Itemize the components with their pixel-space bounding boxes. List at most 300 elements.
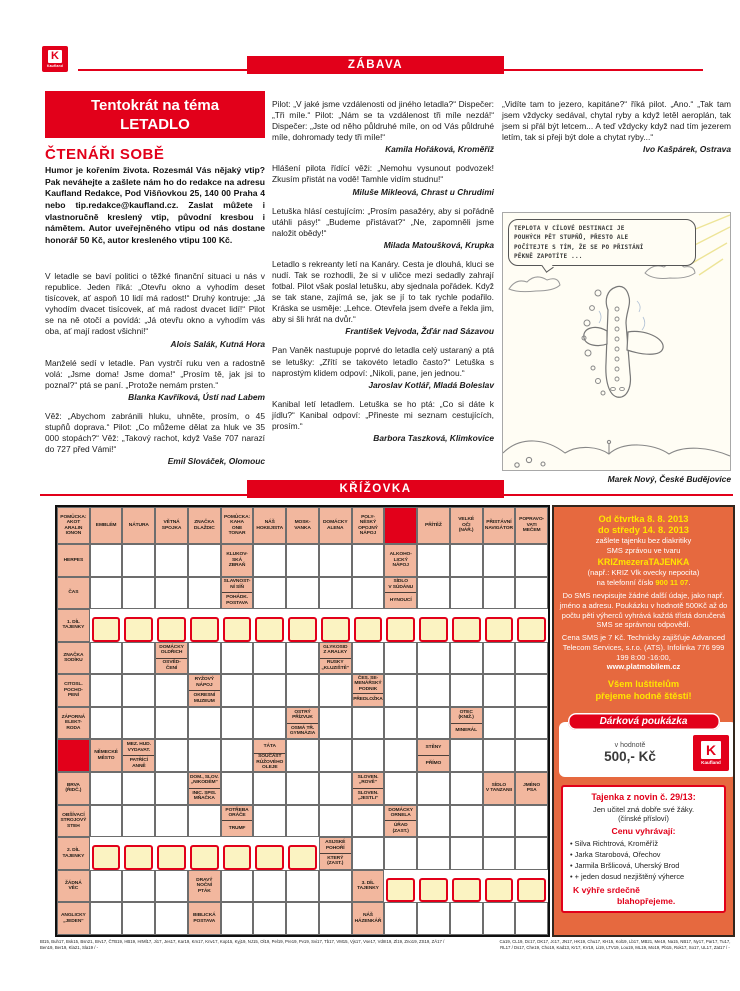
- crossword-clue-cell: [253, 739, 286, 772]
- clue-line: HYNOUCÍ: [389, 598, 412, 604]
- crossword-clue-cell: [122, 507, 155, 544]
- joke-author: Emil Slováček, Olomouc: [167, 456, 265, 467]
- clue-part: [451, 723, 482, 739]
- crossword-empty-cell: [384, 642, 417, 675]
- crossword-empty-cell: [122, 674, 155, 707]
- clue-line: JMÉNO: [523, 782, 541, 788]
- clue-line: PODNIK: [358, 686, 378, 692]
- crossword-tajenka-cell: [255, 845, 284, 870]
- crossword-empty-cell: [155, 544, 188, 577]
- clue-line: ČENÍ: [165, 665, 178, 671]
- clue-part: [418, 755, 449, 771]
- clue-part: [123, 755, 154, 771]
- joke-author: Blanka Kavříková, Ústí nad Labem: [128, 391, 265, 402]
- clue-line: SOUČÁST: [258, 754, 282, 760]
- crossword-empty-cell: [515, 642, 548, 675]
- clue-line: DOMÁCKY: [388, 807, 413, 813]
- crossword-tajenka-cell: [485, 617, 514, 642]
- clue-line: MEZ. HUD.: [126, 742, 151, 748]
- crossword-empty-cell: [450, 805, 483, 838]
- clue-line: KLUKOV-: [226, 552, 248, 558]
- crossword-clue-cell: [417, 507, 450, 544]
- joke: [272, 345, 494, 389]
- clue-line: NÁPOJ: [196, 682, 213, 688]
- clue-part: [189, 871, 220, 902]
- clue-line: NOČNÍ: [196, 883, 212, 889]
- crossword-empty-cell: [483, 707, 516, 740]
- clue-part: [222, 545, 253, 576]
- crossword-empty-cell: [155, 805, 188, 838]
- crossword-empty-cell: [384, 902, 417, 935]
- clue-line: ŽÁDNÁ: [65, 880, 82, 886]
- clue-line: TRUMF: [228, 826, 246, 832]
- crossword-empty-cell: [122, 902, 155, 935]
- clue-line: VYDAVAT.: [127, 747, 150, 753]
- crossword-tajenka-cell: [92, 845, 121, 870]
- crossword-empty-cell: [253, 772, 286, 805]
- crossword-empty-cell: [286, 772, 319, 805]
- joke-author: František Vejvoda, Žďár nad Sázavou: [345, 326, 494, 337]
- clue-line: „NIKODÉM“: [190, 780, 218, 786]
- clue-line: ČES. SE-: [357, 675, 379, 681]
- clue-line: IONON: [65, 530, 82, 536]
- crossword-empty-cell: [515, 837, 548, 870]
- clue-line: PŘÍTĚŽ: [425, 522, 442, 528]
- legend-left: Bt15, Buh17, Bsk15, Bsn21, Brv17, ČTB19, HB19, HrMl17, Ji17, Jes17, Kar19, Km17, Knv17, Kop15, Kyj19, NJ15, Ol19, Pel19, Pre19, Pv19, Svi17, Tb17, VM15, Vjs17, Vse17, VdIII19, Zl19, Zno19, ZS19, ZÁ17 / Ben19, Ber19, Kla21, Sla19 / -: [40, 939, 445, 950]
- crossword-empty-cell: [221, 902, 254, 935]
- crossword-tajenka-cell: [288, 617, 317, 642]
- clue-line: MŇAČKA: [193, 796, 215, 802]
- clue-line: PTÁK: [197, 888, 211, 894]
- joke-author: Kamila Hořáková, Kroměříž: [385, 144, 494, 155]
- clue-part: [58, 903, 89, 934]
- crossword-empty-cell: [352, 544, 385, 577]
- clue-part: [320, 838, 351, 853]
- crossword-empty-cell: [286, 544, 319, 577]
- cartoon-bubble-line: TEPLOTA V CÍLOVÉ DESTINACI JE: [514, 225, 625, 232]
- crossword-clue-cell: [188, 870, 221, 903]
- sms-line-2: SMS zprávou ve tvaru: [606, 546, 681, 556]
- clue-line: MINERÁL: [455, 728, 477, 734]
- clue-line: HERPES: [63, 557, 84, 563]
- clue-line: ÚŘAD: [393, 823, 408, 829]
- crossword-empty-cell: [483, 674, 516, 707]
- crossword-empty-cell: [319, 707, 352, 740]
- clue-line: MOSK-: [294, 520, 311, 526]
- crossword-empty-cell: [122, 805, 155, 838]
- crossword-empty-cell: [122, 544, 155, 577]
- clue-line: OTEC: [459, 709, 473, 715]
- clue-part: [156, 643, 187, 658]
- kaufland-logo-k-icon: K: [701, 741, 721, 759]
- crossword-empty-cell: [450, 642, 483, 675]
- sms-code: KRIZmezeraTAJENKA: [597, 557, 690, 568]
- clue-line: OSTRÝ: [294, 709, 311, 715]
- clue-line: PŘÍZVUK: [292, 715, 313, 721]
- clue-line: POCHO-: [63, 687, 83, 693]
- clue-part: [353, 788, 384, 804]
- crossword-empty-cell: [155, 674, 188, 707]
- kaufland-logo-k-icon: K: [48, 50, 62, 63]
- joke: [502, 99, 731, 154]
- clue-line: ZNAČKA: [63, 652, 84, 658]
- cartoon-bubble-line: POUHÝCH PĚT STUPŇŮ, PŘESTO ALE: [514, 234, 629, 242]
- crossword-clue-cell: [221, 544, 254, 577]
- clue-line: LICKÝ: [393, 557, 408, 563]
- crossword-empty-cell: [352, 577, 385, 610]
- clue-line: NÁPOJ: [359, 530, 377, 536]
- clue-line: TONAR: [228, 530, 246, 536]
- crossword-empty-cell: [122, 870, 155, 903]
- crossword-empty-cell: [319, 772, 352, 805]
- clue-line: BIBLICKÁ: [193, 913, 216, 919]
- clue-part: [516, 773, 547, 804]
- crossword-empty-cell: [515, 739, 548, 772]
- crossword-empty-cell: [221, 674, 254, 707]
- clue-part: [189, 788, 220, 804]
- joke-text: Kanibal letí letadlem. Letuška se ho ptá: „Co si dáte k jídlu?“ Kanibal odpoví: „Přineste mi seznam cestujících, prosím.“: [272, 398, 494, 431]
- clue-line: CITOSL.: [64, 682, 83, 688]
- crossword-empty-cell: [515, 902, 548, 935]
- crossword-empty-cell: [90, 707, 123, 740]
- clue-line: (ŘIDČ.): [65, 788, 82, 794]
- clue-part: [222, 820, 253, 836]
- clue-part: [123, 740, 154, 755]
- crossword-clue-cell: [57, 642, 90, 675]
- col-right-jokes: [502, 99, 731, 154]
- crossword-empty-cell: [286, 577, 319, 610]
- joke-text: Pan Vaněk nastupuje poprvé do letadla celý ustaraný a ptá se letušky: „Zřítí se takovéto letadlo často?“ Letuška s naprostým klidem odpoví: „Nikoli, pane, jen jednou.“: [272, 345, 494, 378]
- theme-line-1: Tentokrát na téma: [90, 96, 220, 114]
- clue-line: ZBRAŇ: [228, 563, 246, 569]
- crossword-empty-cell: [253, 805, 286, 838]
- crossword-empty-cell: [319, 739, 352, 772]
- clue-part: [123, 508, 154, 543]
- readers-intro: Humor je kořením života. Rozesmál Vás nějaký vtip? Pak neváhejte a zašlete nám ho do redakce na adresu Kaufland Redakce, Pod Višňovkou 25, 140 00 Praha 4 nebo tip.redakce@kaufland.cz. Zaslat můžete i vlastnoručně kreslený vtip, původní kresbou i námětem. Autor uveřejněného vtipu od nás dostane honorář 50 Kč, autor kresleného vtipu 100 Kč.: [45, 165, 265, 246]
- winner-item: • Silva Richtrová, Kroměříž: [570, 838, 659, 848]
- crossword-empty-cell: [90, 674, 123, 707]
- clue-line: NÁŠ: [264, 520, 275, 526]
- clue-line: POSTAVA: [226, 600, 248, 606]
- clue-part: [58, 871, 89, 902]
- joke-author: Barbora Taszková, Klimkovice: [373, 432, 494, 443]
- crossword-tajenka-cell: [517, 878, 546, 903]
- clue-part: [385, 806, 416, 821]
- clue-line: 3. DÍL: [361, 880, 375, 886]
- crossword-grid: [55, 505, 550, 937]
- clue-line: ELEKT-: [64, 720, 82, 726]
- clue-line: ALKOHO-: [389, 552, 412, 558]
- crossword-clue-cell: [384, 577, 417, 610]
- clue-part: [451, 708, 482, 723]
- sms-rules: Do SMS nevpisujte žádné další údaje, jako např. jméno a adresu. Poukázku v hodnotě 500Kč až do počtu pěti výherců vyhrává každá třístá doručená SMS se správnou odpovědí.: [559, 591, 728, 630]
- clue-line: VĚC: [68, 886, 79, 892]
- clue-part: [254, 740, 285, 752]
- crossword-empty-cell: [122, 577, 155, 610]
- crossword-tajenka-cell: [452, 617, 481, 642]
- crossword-empty-cell: [253, 577, 286, 610]
- crossword-empty-cell: [155, 772, 188, 805]
- voucher: [559, 713, 728, 777]
- clue-line: PŘEDLOŽKA: [353, 697, 383, 703]
- clue-part: [484, 508, 515, 543]
- crossword-empty-cell: [417, 674, 450, 707]
- crossword-clue-cell: [352, 507, 385, 544]
- sms-line-1: zašlete tajenku bez diakritiky: [595, 536, 692, 546]
- clue-part: [385, 578, 416, 593]
- crossword-empty-cell: [417, 902, 450, 935]
- clue-line: VELKÉ: [458, 517, 475, 523]
- crossword-empty-cell: [253, 642, 286, 675]
- clue-line: TAJENKY: [357, 886, 379, 892]
- clue-line: KAHA: [230, 520, 244, 526]
- clue-part: [58, 708, 89, 739]
- sms-example: (např.: KRIZ Vlk ovecky nepocita): [587, 568, 700, 578]
- clue-part: [320, 508, 351, 543]
- clue-line: MĚSTO: [97, 755, 115, 761]
- crossword-clue-cell: [188, 772, 221, 805]
- legend-right: Ca19, CL19, Dc17, DK17, Jc17, JN17, HK19, Chu17, KH15, Kol19, Lb17, MB21, Me19, Na15, NB17, Ny17, Par17, Tu17, RL17 / Ds17, Che19, Cho19, Kad13, Kr17, KV19, Li19, LTV19, Lou19, ML19, Mo19, Pb15, Rok17, So17, UL17, Zat17 / -: [499, 939, 731, 950]
- clue-line: RUSKY: [326, 660, 344, 666]
- clue-part: [254, 508, 285, 543]
- clue-line: MUZEUM: [193, 698, 215, 704]
- crossword-empty-cell: [450, 837, 483, 870]
- clue-line: NĚMECKÉ: [94, 750, 118, 756]
- clue-line: VANKA: [294, 525, 311, 531]
- clue-line: NAVIGÁTOR: [484, 525, 513, 531]
- crossword-tajenka-cell: [157, 845, 186, 870]
- crossword-empty-cell: [450, 544, 483, 577]
- sms-provider: Cena SMS je 7 Kč. Technicky zajišťuje Advanced Telecom Services, s.r.o. (ATS). Infolinka 776 999 199 8:00 -16:00,: [561, 633, 726, 662]
- crossword-clue-cell: [286, 507, 319, 544]
- sms-date-from: Od čtvrtka 8. 8. 2013: [598, 514, 689, 524]
- clue-line: DLAŽDIC: [193, 525, 215, 531]
- crossword-empty-cell: [352, 707, 385, 740]
- crossword-clue-cell: [188, 902, 221, 935]
- crossword-tajenka-cell: [190, 617, 219, 642]
- clue-line: MENÁŘSKÝ: [354, 681, 382, 687]
- clue-part: [418, 740, 449, 755]
- joke: [272, 163, 494, 196]
- clue-part: [58, 806, 89, 837]
- crossword-empty-cell: [188, 642, 221, 675]
- clue-line: DRAVÝ: [196, 877, 213, 883]
- crossword-empty-cell: [155, 707, 188, 740]
- clue-part: [287, 708, 318, 723]
- crossword-empty-cell: [253, 674, 286, 707]
- winners-list: [567, 838, 720, 882]
- clue-part: [451, 508, 482, 543]
- joke: [45, 271, 265, 349]
- clue-line: EMBLÉM: [95, 522, 117, 528]
- crossword-empty-cell: [319, 902, 352, 935]
- clue-line: POLY-: [361, 514, 375, 520]
- crossword-tajenka-cell: [321, 617, 350, 642]
- crossword-clue-cell: [450, 507, 483, 544]
- clue-line: V TANZANII: [485, 788, 512, 794]
- crossword-clue-cell: [221, 577, 254, 610]
- clue-part: [320, 658, 351, 674]
- clue-part: [189, 690, 220, 706]
- crossword-empty-cell: [483, 642, 516, 675]
- crossword-empty-cell: [221, 707, 254, 740]
- joke-text: Letuška hlásí cestujícím: „Prosím pasažéry, aby si pořádně utáhli pásy!“ „Budeme přistávat?“ „Ne, zapomněli jsme naložit obědy!“: [272, 205, 494, 238]
- joke-author: Miluše Mikleová, Chrast u Chrudimi: [352, 186, 494, 197]
- section-title-zabava: ZÁBAVA: [247, 56, 504, 74]
- joke-text: Věž: „Abychom zabránili hluku, uhněte, prosím, o 45 stupňů doprava.“ Pilot: „Co můžeme dělat za hluk ve 35 000 stopách?“ Věž: „Takový rachot, když Vaše 707 narazí do 727 před Vámi!“: [45, 410, 265, 455]
- crossword-empty-cell: [155, 577, 188, 610]
- crossword-clue-cell: [221, 507, 254, 544]
- crossword-clue-cell: [155, 507, 188, 544]
- crossword-tajenka-cell: [386, 617, 415, 642]
- clue-line: OKRESNÍ: [193, 693, 216, 699]
- crossword-empty-cell: [155, 870, 188, 903]
- crossword-empty-cell: [483, 837, 516, 870]
- crossword-empty-cell: [384, 772, 417, 805]
- clue-part: [353, 508, 384, 543]
- clue-line: V SÚDÁNU: [388, 584, 414, 590]
- sms-url: www.platmobilem.cz: [606, 662, 681, 672]
- crossword-clue-cell: [221, 805, 254, 838]
- clue-line: SÍDLO: [393, 579, 408, 585]
- crossword-empty-cell: [90, 805, 123, 838]
- crossword-empty-cell: [122, 642, 155, 675]
- clue-line: STEH: [67, 823, 80, 829]
- joke: [272, 99, 494, 154]
- crossword-empty-cell: [319, 577, 352, 610]
- clue-line: PATŘÍCÍ: [129, 758, 148, 764]
- sms-phone-suffix: .: [688, 578, 691, 588]
- crossword-empty-cell: [417, 805, 450, 838]
- crossword-clue-cell: [57, 609, 90, 642]
- clue-part: [189, 508, 220, 543]
- crossword-empty-cell: [253, 707, 286, 740]
- clue-line: Z ARALKY: [323, 650, 348, 656]
- clue-line: HOKEJISTA: [256, 525, 284, 531]
- crossword-empty-cell: [286, 902, 319, 935]
- tajenka-note: (čínské přísloví): [618, 813, 669, 823]
- crossword-empty-cell: [188, 544, 221, 577]
- crossword-tajenka-cell: [452, 878, 481, 903]
- joke: [272, 399, 494, 443]
- clue-line: INIC. SPIS.: [192, 790, 217, 796]
- crossword-clue-cell: [57, 902, 90, 935]
- clue-line: PŘISTÁVNÍ: [486, 520, 512, 526]
- crossword-empty-cell: [483, 739, 516, 772]
- clue-line: VĚTNÁ: [163, 520, 180, 526]
- joke-text: Manželé sedí v letadle. Pan vystrčí ruku ven a radostně volá: „Jsme doma! Jsme doma!“ „Prosím tě, jak jsi to poznal?“ ptá se paní. „Protože nemám prsten.“: [45, 357, 265, 390]
- crossword-tajenka-cell: [419, 878, 448, 903]
- clue-line: ASIJSKÉ: [325, 840, 346, 846]
- crossword-clue-cell: [352, 772, 385, 805]
- clue-line: TAJENKY: [62, 853, 85, 859]
- crossword-clue-cell: [57, 707, 90, 740]
- crossword-empty-cell: [286, 674, 319, 707]
- winners-heading: Cenu vyhrávají:: [611, 825, 676, 836]
- crossword-clue-cell: [483, 772, 516, 805]
- clue-part: [516, 508, 547, 543]
- crossword-tajenka-cell: [124, 617, 153, 642]
- joke-author: Alois Salák, Kutná Hora: [170, 338, 265, 349]
- crossword-empty-cell: [515, 577, 548, 610]
- crossword-empty-cell: [515, 805, 548, 838]
- clue-part: [320, 853, 351, 869]
- crossword-empty-cell: [417, 707, 450, 740]
- crossword-empty-cell: [483, 805, 516, 838]
- sms-phone-line: [559, 578, 728, 588]
- crossword-empty-cell: [286, 739, 319, 772]
- clue-part: [222, 508, 253, 543]
- crossword-empty-cell: [188, 707, 221, 740]
- clue-line: NÁTURA: [128, 522, 149, 528]
- sms-phone-number: 900 11 07: [655, 578, 689, 588]
- crossword-empty-cell: [253, 870, 286, 903]
- clue-part: [254, 753, 285, 771]
- crossword-tajenka-cell: [124, 845, 153, 870]
- clue-part: [484, 773, 515, 804]
- crossword-tajenka-cell: [223, 617, 252, 642]
- crossword-empty-cell: [384, 739, 417, 772]
- clue-part: [58, 675, 89, 706]
- crossword-empty-cell: [221, 772, 254, 805]
- cartoon-bubble-line: POČÍTEJTE S TÍM, ŽE SE PO PŘISTÁNÍ: [514, 243, 644, 251]
- crossword-empty-cell: [122, 772, 155, 805]
- clue-part: [189, 903, 220, 934]
- clue-part: [222, 592, 253, 608]
- clue-line: OPOJNÝ: [358, 525, 378, 531]
- crossword-red-cell: [57, 739, 90, 772]
- clue-line: TAJENKY: [62, 625, 85, 631]
- readers-heading: ČTENÁŘI SOBĚ: [45, 146, 165, 163]
- clue-line: RODA: [66, 725, 81, 731]
- clue-line: PENÍ: [67, 693, 79, 699]
- crossword-empty-cell: [352, 642, 385, 675]
- congrats: [567, 885, 720, 906]
- clue-part: [353, 871, 384, 902]
- col-left-jokes: [45, 271, 265, 466]
- crossword-clue-cell: [188, 674, 221, 707]
- sms-closing: Všem luštitelům přejeme hodně štěstí!: [595, 679, 692, 701]
- crossword-clue-cell: [515, 772, 548, 805]
- clue-line: „JEDEN“: [63, 918, 84, 924]
- joke-text: Letadlo s rekreanty letí na Kanáry. Cesta je dlouhá, kluci se nudí. Tak se rozhodli, že si v uličce mezi sedadly zahrají fotbal. Pilot však poslal letušku, aby sjednala pořádek. Když se tak stane, zajímá se, jak se jí to tak rychle podařilo. Kráska se usměje: „Lehce. Otevřela jsem dveře a řekla jim, aby si šli hrát na dvůr.“: [272, 258, 494, 325]
- joke-author: Jaroslav Kotlář, Mladá Boleslav: [368, 379, 494, 390]
- crossword-empty-cell: [253, 902, 286, 935]
- crossword-clue-cell: [483, 507, 516, 544]
- crossword-empty-cell: [319, 674, 352, 707]
- clue-part: [58, 578, 89, 609]
- clue-line: 2. DÍL: [67, 848, 80, 854]
- crossword-empty-cell: [417, 544, 450, 577]
- joke-author: Ivo Kašpárek, Ostrava: [643, 144, 731, 155]
- clue-line: OBŠÍVACÍ: [62, 812, 85, 818]
- clue-line: VATI: [526, 522, 537, 528]
- crossword-tajenka-cell: [386, 878, 415, 903]
- crossword-empty-cell: [384, 674, 417, 707]
- clue-part: [58, 545, 89, 576]
- winner-item: • + jeden dosud nezjištěný výherce: [570, 871, 685, 881]
- clue-line: „ROVĚ“: [358, 780, 378, 786]
- crossword-empty-cell: [417, 642, 450, 675]
- crossword-empty-cell: [384, 837, 417, 870]
- clue-part: [385, 545, 416, 576]
- cartoon-box: [502, 212, 731, 471]
- clue-line: ČAS: [68, 590, 79, 596]
- clue-line: DOMÁCKY: [322, 520, 348, 526]
- joke-text: Hlášení pilota řídící věži: „Nemohu vysunout podvozek! Zkusím přistát na vodě! Tamhle vidím studnu!“: [272, 163, 494, 185]
- kaufland-logo-wordmark: Kaufland: [701, 759, 721, 765]
- clue-part: [58, 773, 89, 804]
